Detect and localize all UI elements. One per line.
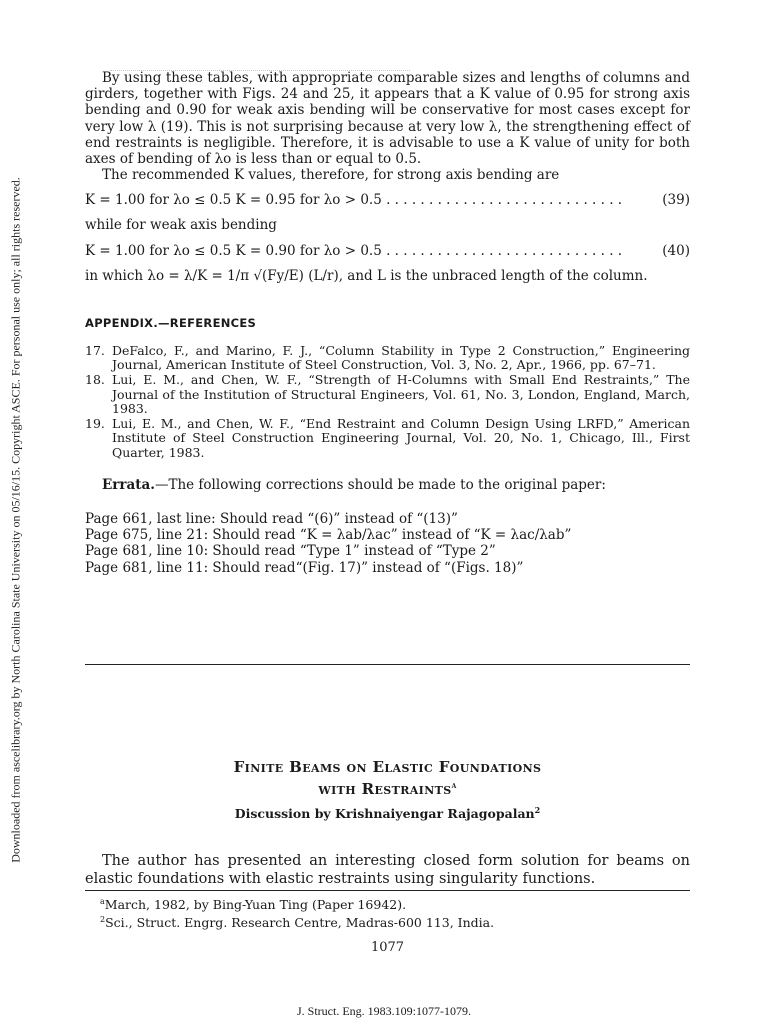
equation-39	[85, 191, 690, 209]
equation-40-body: K = 1.00 for λo ≤ 0.5 K = 0.90 for λo > 0.5 . . . . . . . . . . . . . . . . . . . . . . . . . . . .	[85, 242, 623, 259]
appendix-heading: APPENDIX.—REFERENCES	[85, 315, 257, 330]
footnote-text: March, 1982, by Bing-Yuan Ting (Paper 16942).	[104, 897, 407, 913]
footnote-text: Sci., Struct. Engrg. Research Centre, Madras-600 113, India.	[105, 915, 495, 931]
discussion-byline-text: Discussion by Krishnaiyengar Rajagopalan	[234, 806, 535, 822]
reference-number: 19.	[85, 415, 105, 431]
errata-item: Page 681, line 11: Should read“(Fig. 17)” instead of “(Figs. 18)”	[85, 559, 524, 576]
page-number: 1077	[370, 940, 405, 955]
errata-item: Page 675, line 21: Should read “K = λab/λac” instead of “K = λac/λab”	[85, 527, 572, 544]
reference-text: Lui, E. M., and Chen, W. F., “End Restraint and Column Design Using LRFD,” American Institute of Steel Construction Engineering Journal, Vol. 20, No. 1, Chicago, Ill., First Quarter, 1983.	[112, 415, 690, 460]
footnote	[100, 894, 494, 912]
discussion-title	[85, 758, 690, 799]
errata-item: Page 661, last line: Should read “(6)” instead of “(13)”	[85, 510, 458, 527]
journal-citation: J. Struct. Eng. 1983.109:1077-1079.	[297, 1004, 471, 1018]
errata-list	[85, 511, 690, 576]
footnote-mark: a	[100, 897, 105, 906]
equation-40	[85, 242, 690, 260]
intro-paragraph: By using these tables, with appropriate comparable sizes and lengths of columns and girders, together with Figs. 24 and 25, it appears that a K value of 0.95 for strong axis bending and 0.90 for weak axis bending will be conservative for most cases except for very low λ (19). This is not surprising because at very low λ, the strengthening effect of end restraints is negligible. Therefore, it is advisable to use a K value of unity for both axes of bending of λo is less than or equal to 0.5.	[85, 70, 690, 168]
download-notice: Downloaded from ascelibrary.org by North Carolina State University on 05/16/15. Copyright ASCE. For personal use only; all rights reserved.	[8, 177, 23, 863]
footnotes	[100, 894, 494, 930]
equation-39-body: K = 1.00 for λo ≤ 0.5 K = 0.95 for λo > 0.5 . . . . . . . . . . . . . . . . . . . . . . . . . . . .	[85, 192, 623, 209]
discussion-byline	[85, 805, 690, 821]
equation-39-number: (39)	[662, 192, 690, 209]
discussion-title-line2	[85, 777, 690, 799]
discussion-body: The author has presented an interesting closed form solution for beams on elastic foundations with elastic restraints using singularity functions.	[85, 853, 690, 887]
footnote	[100, 912, 494, 930]
errata-intro-text: —The following corrections should be made to the original paper:	[154, 476, 606, 493]
reference-item	[85, 417, 690, 461]
errata-item: Page 681, line 10: Should read “Type 1” instead of “Type 2”	[85, 543, 496, 560]
equation-40-number: (40)	[662, 242, 690, 259]
weak-axis-line: while for weak axis bending	[85, 217, 277, 234]
errata-intro	[85, 477, 690, 493]
discussion-byline-footnote-mark: 2	[534, 805, 541, 815]
main-text-column	[85, 70, 690, 576]
discussion-title-line2-text: with Restraints	[318, 780, 452, 798]
errata-label: Errata.	[102, 476, 155, 493]
reference-number: 18.	[85, 372, 105, 388]
discussion-title-footnote-mark: a	[451, 781, 457, 791]
discussion-title-line1: Finite Beams on Elastic Foundations	[233, 758, 542, 776]
reference-text: DeFalco, F., and Marino, F. J., “Column Stability in Type 2 Construction,” Engineering Journal, American Institute of Steel Construction, Vol. 3, No. 2, Apr., 1966, pp. 67–71.	[112, 342, 690, 373]
reference-item	[85, 373, 690, 417]
footnote-mark: 2	[100, 915, 106, 925]
reference-item	[85, 344, 690, 373]
footnote-divider	[85, 890, 690, 891]
which-paragraph: in which λo = λ/K = 1/π √(Fy/E) (L/r), and L is the unbraced length of the column.	[85, 267, 648, 284]
recommended-line: The recommended K values, therefore, for strong axis bending are	[102, 167, 560, 184]
section-divider	[85, 664, 690, 665]
reference-number: 17.	[85, 342, 105, 358]
reference-list	[85, 344, 690, 461]
reference-text: Lui, E. M., and Chen, W. F., “Strength of H-Columns with Small End Restraints,” The Journal of the Institution of Structural Engineers, Vol. 61, No. 3, London, England, March, 1983.	[112, 372, 690, 417]
